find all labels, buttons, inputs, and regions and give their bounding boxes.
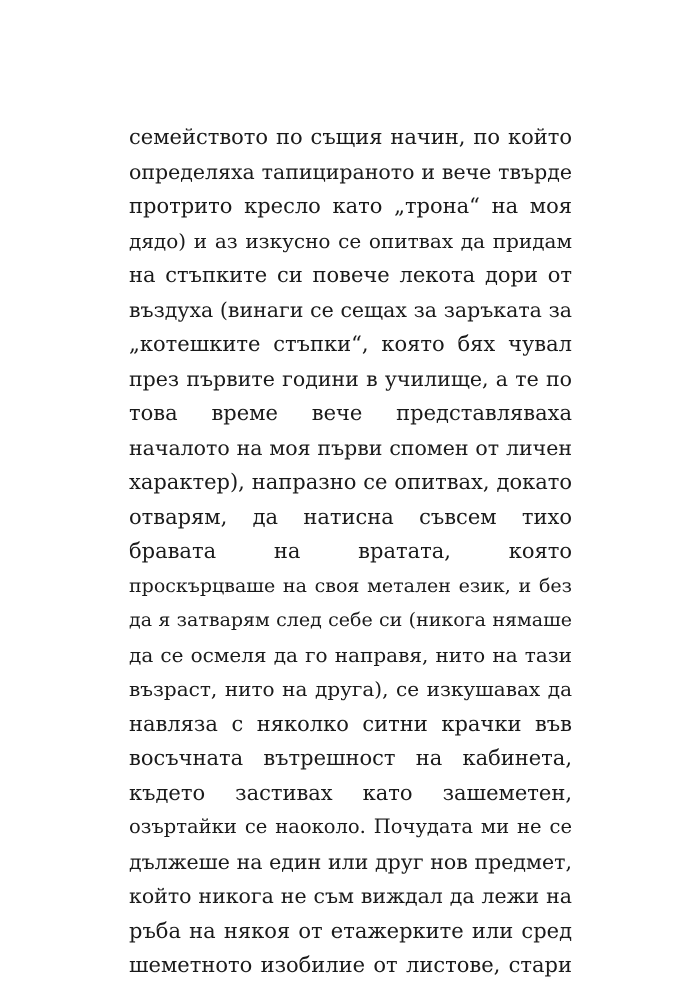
text-line-14: проскърцваше на своя метален език, и без: [129, 574, 572, 597]
text-line-11: характер), напразно се опитвах, докато: [129, 470, 572, 494]
text-line-21: озъртайки се наоколо. Почудата ми не се: [129, 815, 572, 838]
text-line-24: ръба на някоя от етажерките или сред: [129, 918, 572, 943]
text-line-12: отварям, да натисна съвсем тихо: [129, 504, 572, 529]
text-line-20: където застивах като зашеметен,: [129, 780, 572, 805]
text-line-10: началото на моя първи спомен от личен: [129, 435, 572, 460]
text-line-8: през първите години в училище, а те по: [129, 366, 572, 391]
body-text: [129, 120, 572, 983]
text-line-9: това време вече представляваха: [129, 401, 572, 425]
text-line-22: дължеше на един или друг нов предмет,: [129, 849, 572, 874]
text-line-2: определяха тапицираното и вече твърде: [129, 159, 572, 184]
text-line-19: восъчната вътрешност на кабинета,: [129, 746, 572, 770]
text-line-1: семейството по същия начин, по който: [129, 125, 572, 149]
text-line-18: навляза с няколко ситни крачки във: [129, 711, 572, 736]
text-line-3: протрито кресло като „трона“ на моя: [129, 194, 572, 218]
text-line-23: който никога не съм виждал да лежи на: [129, 884, 572, 908]
text-line-6: въздуха (винаги се сещах за заръката за: [129, 297, 572, 322]
text-line-16: да се осмеля да го направя, нито на тази: [129, 642, 572, 667]
text-line-13: бравата на вратата, която: [129, 539, 572, 563]
text-line-4: дядо) и аз изкусно се опитвах да придам: [129, 228, 572, 253]
text-line-17: възраст, нито на друга), се изкушавах да: [129, 677, 572, 701]
text-line-5: на стъпките си повече лекота дори от: [129, 263, 572, 287]
text-line-7: „котешките стъпки“, която бях чувал: [129, 332, 572, 356]
text-line-25: шеметното изобилие от листове, стари: [129, 953, 572, 977]
text-line-15: да я затварям след себе си (никога нямаше: [129, 609, 572, 631]
